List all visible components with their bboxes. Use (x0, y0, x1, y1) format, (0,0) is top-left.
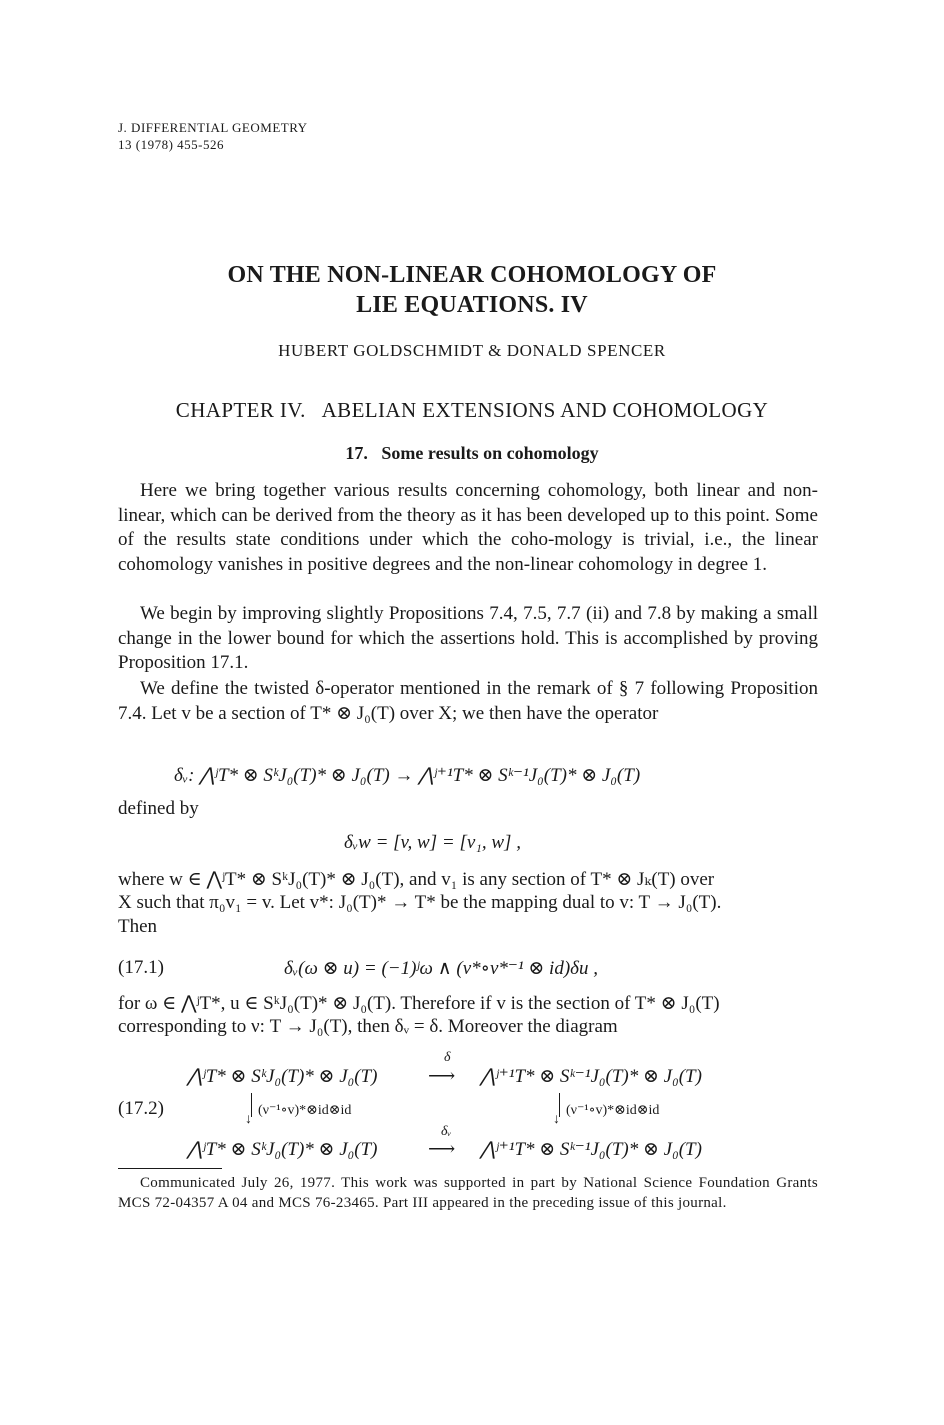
paper-title-line-2: LIE EQUATIONS. IV (356, 292, 588, 318)
equation-delta-v-w: δᵥw = [v, w] = [v₁, w] , (344, 832, 521, 853)
equation-delta-v-map: δᵥ: ⋀ʲT* ⊗ SᵏJ₀(T)* ⊗ J₀(T) → ⋀ʲ⁺¹T* ⊗ Sᵏ⁻¹J₀(T)* ⊗ J₀(T) (174, 765, 641, 786)
diagram-right-vertical-label: (ν⁻¹∘v)*⊗id⊗id (566, 1103, 660, 1118)
text-for-line-2: corresponding to ν: T → J₀(T), then δᵥ = δ. Moreover the diagram (118, 1016, 618, 1037)
text-for-line-1: for ω ∈ ⋀ʲT*, u ∈ SᵏJ₀(T)* ⊗ J₀(T). Therefore if v is the section of T* ⊗ J₀(T) (118, 993, 720, 1014)
footnote (118, 1174, 818, 1213)
diagram-top-arrow-label: δ (444, 1050, 451, 1065)
chapter-heading: CHAPTER IV. ABELIAN EXTENSIONS AND COHOMOLOGY (175, 398, 769, 422)
journal-volume: 13 (1978) 455-526 (118, 137, 224, 152)
diagram-bottom-arrow-label: δᵥ (441, 1124, 452, 1139)
diagram-bottom-right: ⋀ʲ⁺¹T* ⊗ Sᵏ⁻¹J₀(T)* ⊗ J₀(T) (480, 1139, 702, 1160)
commutative-diagram (0, 1040, 944, 1170)
section-heading: 17. Some results on cohomology (345, 443, 599, 463)
equation-17-1-label: (17.1) (118, 957, 164, 978)
paragraph-improve-text: We begin by improving slightly Propositions 7.4, 7.5, 7.7 (ii) and 7.8 by making a small change in the lower bound for which the assertions hold. This is accomplished by proving Proposition 17.1. (118, 603, 818, 674)
footnote-text: Communicated July 26, 1977. This work was supported in part by National Science Foundation Grants MCS 72-04357 A 04 and MCS 76-23465. Part III appeared in the preceding issue of this journal. (118, 1175, 818, 1211)
diagram-right-down-arrow: ↓ (553, 1112, 560, 1127)
paragraph-intro-text: Here we bring together various results concerning cohomology, both linear and non-linear, which can be derived from the theory as it has been developed up to this point. Some of the results state conditions under which the coho-mology is trivial, i.e., the linear cohomology vanishes in positive degrees and the non-linear cohomology in degree 1. (118, 480, 818, 575)
paragraph-improve (118, 602, 818, 676)
paragraph-twisted (118, 677, 818, 726)
text-defined-by: defined by (118, 798, 199, 819)
text-where-line-2: X such that π₀v₁ = v. Let v*: J₀(T)* → T* be the mapping dual to v: T → J₀(T). (118, 892, 722, 913)
equation-17-2-label: (17.2) (118, 1098, 164, 1119)
equation-17-1: δᵥ(ω ⊗ u) = (−1)ʲω ∧ (v*∘ν*⁻¹ ⊗ id)δu , (284, 958, 598, 979)
text-then: Then (118, 916, 158, 937)
diagram-bottom-left: ⋀ʲT* ⊗ SᵏJ₀(T)* ⊗ J₀(T) (187, 1139, 378, 1160)
diagram-top-left: ⋀ʲT* ⊗ SᵏJ₀(T)* ⊗ J₀(T) (187, 1066, 378, 1087)
diagram-top-arrow: ⟶ (428, 1066, 456, 1087)
diagram-left-vertical-label: (ν⁻¹∘v)*⊗id⊗id (258, 1103, 352, 1118)
diagram-bottom-arrow: ⟶ (428, 1139, 456, 1160)
authors: HUBERT GOLDSCHMIDT & DONALD SPENCER (278, 341, 666, 360)
paragraph-intro (118, 479, 818, 577)
journal-name: J. DIFFERENTIAL GEOMETRY (118, 120, 308, 135)
diagram-left-down-arrow: ↓ (245, 1112, 252, 1127)
paper-title-line-1: ON THE NON-LINEAR COHOMOLOGY OF (227, 262, 717, 288)
diagram-top-right: ⋀ʲ⁺¹T* ⊗ Sᵏ⁻¹J₀(T)* ⊗ J₀(T) (480, 1066, 702, 1087)
paragraph-twisted-text: We define the twisted δ-operator mentioned in the remark of § 7 following Proposition 7.4. Let v be a section of T* ⊗ J₀(T) over X; we then have the operator (118, 678, 818, 724)
text-where-line-1: where w ∈ ⋀ʲT* ⊗ SᵏJ₀(T)* ⊗ J₀(T), and v₁ is any section of T* ⊗ Jₖ(T) over (118, 869, 715, 890)
footnote-rule (118, 1168, 222, 1169)
